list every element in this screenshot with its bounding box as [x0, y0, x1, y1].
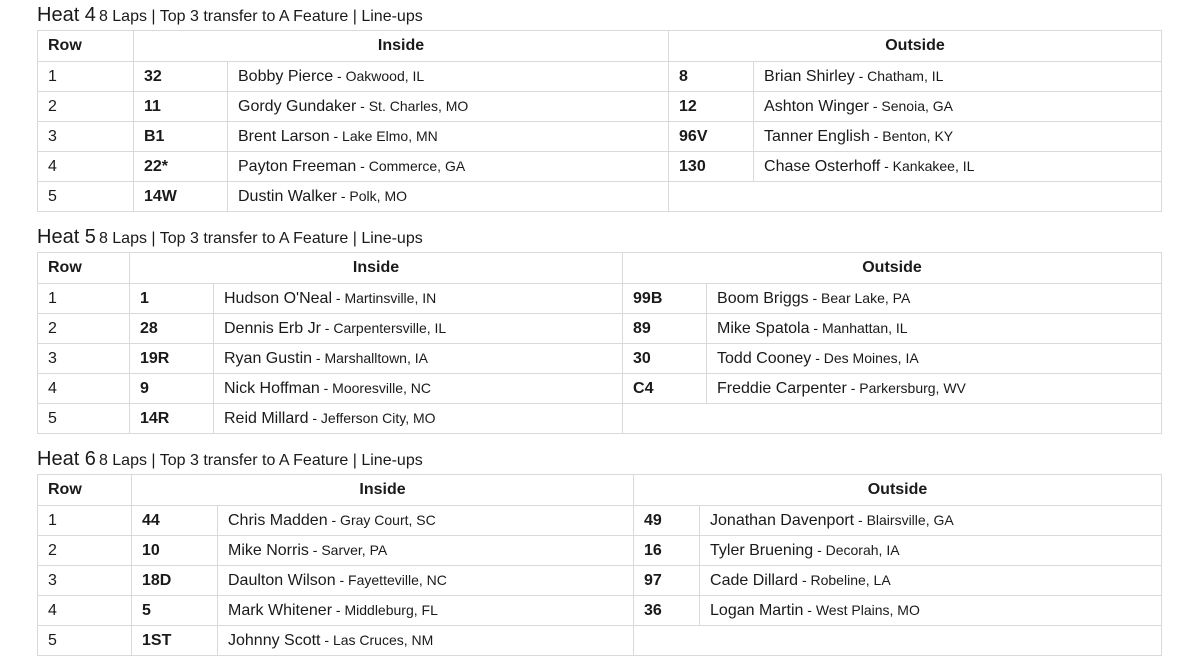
inside-driver-hometown: - St. Charles, MO [356, 97, 469, 114]
inside-car-number: 14W [134, 182, 228, 212]
outside-driver [700, 566, 1162, 596]
outside-driver [707, 344, 1162, 374]
inside-driver-hometown: - Las Cruces, NM [320, 631, 434, 648]
outside-driver-hometown: - Parkersburg, WV [846, 379, 966, 396]
inside-driver-name: Dustin Walker [238, 187, 337, 205]
inside-driver-hometown: - Sarver, PA [308, 541, 388, 558]
outside-car-number: 97 [634, 566, 700, 596]
header-outside: Outside [623, 253, 1162, 284]
outside-driver-name: Todd Cooney [717, 349, 812, 367]
row-number: 2 [38, 314, 130, 344]
inside-driver-name: Brent Larson [238, 127, 330, 145]
table-row [38, 284, 1162, 314]
inside-driver [218, 536, 634, 566]
table-header-row [38, 253, 1162, 284]
outside-driver-name: Tyler Bruening [710, 541, 814, 559]
outside-car-number: 36 [634, 596, 700, 626]
header-row: Row [38, 253, 130, 284]
inside-driver-hometown: - Oakwood, IL [333, 67, 425, 84]
outside-driver [754, 62, 1162, 92]
header-inside: Inside [130, 253, 623, 284]
inside-car-number: 11 [134, 92, 228, 122]
inside-car-number: 5 [132, 596, 218, 626]
outside-driver-hometown: - Des Moines, IA [811, 349, 919, 366]
outside-driver-hometown: - Benton, KY [869, 127, 954, 144]
lineup-table [37, 30, 1162, 212]
outside-car-number: 99B [623, 284, 707, 314]
row-number: 3 [38, 566, 132, 596]
outside-driver-hometown: - Senoia, GA [868, 97, 953, 114]
heat-description: 8 Laps | Top 3 transfer to A Feature | Line-ups [98, 230, 423, 247]
table-row [38, 374, 1162, 404]
row-number: 2 [38, 536, 132, 566]
outside-driver [754, 152, 1162, 182]
heat-name: Heat 4 [37, 4, 96, 26]
table-row [38, 596, 1162, 626]
inside-driver [228, 182, 669, 212]
outside-driver-name: Ashton Winger [764, 97, 869, 115]
header-row: Row [38, 475, 132, 506]
inside-driver-hometown: - Carpentersville, IL [320, 319, 447, 336]
header-outside: Outside [634, 475, 1162, 506]
outside-empty-cell [623, 404, 1162, 434]
heat-title [37, 222, 1161, 252]
outside-driver [707, 284, 1162, 314]
inside-driver-hometown: - Lake Elmo, MN [329, 127, 438, 144]
inside-driver-name: Mike Norris [228, 541, 309, 559]
outside-car-number: 49 [634, 506, 700, 536]
inside-car-number: 14R [130, 404, 214, 434]
heat-section [37, 0, 1161, 212]
inside-car-number: 32 [134, 62, 228, 92]
table-row [38, 122, 1162, 152]
row-number: 1 [38, 62, 134, 92]
table-row [38, 152, 1162, 182]
heat-description: 8 Laps | Top 3 transfer to A Feature | Line-ups [98, 452, 423, 469]
header-inside: Inside [132, 475, 634, 506]
outside-driver-hometown: - Robeline, LA [798, 571, 891, 588]
inside-car-number: 10 [132, 536, 218, 566]
inside-driver [214, 314, 623, 344]
table-row [38, 182, 1162, 212]
row-number: 5 [38, 404, 130, 434]
inside-driver-hometown: - Middleburg, FL [332, 601, 438, 618]
table-row [38, 404, 1162, 434]
outside-driver [707, 374, 1162, 404]
outside-car-number: 89 [623, 314, 707, 344]
outside-driver-hometown: - Blairsville, GA [854, 511, 954, 528]
row-number: 3 [38, 344, 130, 374]
table-row [38, 506, 1162, 536]
inside-driver-hometown: - Commerce, GA [356, 157, 466, 174]
inside-car-number: 18D [132, 566, 218, 596]
row-number: 2 [38, 92, 134, 122]
outside-driver [754, 92, 1162, 122]
row-number: 5 [38, 182, 134, 212]
outside-driver-name: Boom Briggs [717, 289, 809, 307]
heat-section [37, 444, 1161, 656]
inside-driver-hometown: - Martinsville, IN [332, 289, 437, 306]
heat-description: 8 Laps | Top 3 transfer to A Feature | Line-ups [98, 8, 423, 25]
outside-driver-name: Brian Shirley [764, 67, 855, 85]
outside-empty-cell [669, 182, 1162, 212]
outside-driver-name: Tanner English [764, 127, 870, 145]
row-number: 4 [38, 374, 130, 404]
heat-title [37, 444, 1161, 474]
outside-driver-name: Cade Dillard [710, 571, 799, 589]
inside-driver-name: Johnny Scott [228, 631, 321, 649]
table-row [38, 92, 1162, 122]
heat-title [37, 0, 1161, 30]
inside-driver [214, 344, 623, 374]
table-header-row [38, 475, 1162, 506]
outside-car-number: 8 [669, 62, 754, 92]
outside-driver-hometown: - Chatham, IL [854, 67, 944, 84]
inside-driver-hometown: - Fayetteville, NC [335, 571, 447, 588]
inside-driver-hometown: - Jefferson City, MO [308, 409, 436, 426]
outside-driver-name: Logan Martin [710, 601, 804, 619]
outside-car-number: 30 [623, 344, 707, 374]
inside-car-number: 9 [130, 374, 214, 404]
header-outside: Outside [669, 31, 1162, 62]
inside-driver [214, 374, 623, 404]
inside-driver-name: Nick Hoffman [224, 379, 320, 397]
inside-car-number: 28 [130, 314, 214, 344]
outside-car-number: 96V [669, 122, 754, 152]
inside-driver-name: Ryan Gustin [224, 349, 313, 367]
inside-driver-hometown: - Marshalltown, IA [312, 349, 428, 366]
inside-car-number: 1ST [132, 626, 218, 656]
inside-driver [228, 92, 669, 122]
outside-driver-hometown: - Decorah, IA [813, 541, 900, 558]
inside-driver [228, 62, 669, 92]
table-row [38, 344, 1162, 374]
inside-driver-name: Payton Freeman [238, 157, 357, 175]
table-row [38, 314, 1162, 344]
inside-driver [218, 566, 634, 596]
inside-car-number: 19R [130, 344, 214, 374]
outside-car-number: 130 [669, 152, 754, 182]
inside-driver [214, 284, 623, 314]
outside-driver-name: Jonathan Davenport [710, 511, 855, 529]
inside-car-number: 22* [134, 152, 228, 182]
heat-name: Heat 6 [37, 448, 96, 470]
inside-driver [218, 626, 634, 656]
table-row [38, 62, 1162, 92]
inside-driver-name: Reid Millard [224, 409, 309, 427]
outside-driver-hometown: - Kankakee, IL [880, 157, 975, 174]
row-number: 5 [38, 626, 132, 656]
lineup-table [37, 474, 1162, 656]
outside-driver-hometown: - Bear Lake, PA [808, 289, 911, 306]
outside-driver [700, 506, 1162, 536]
table-row [38, 536, 1162, 566]
heat-section [37, 222, 1161, 434]
inside-driver-name: Gordy Gundaker [238, 97, 357, 115]
row-number: 1 [38, 284, 130, 314]
outside-driver-name: Freddie Carpenter [717, 379, 847, 397]
outside-car-number: 16 [634, 536, 700, 566]
inside-driver-hometown: - Gray Court, SC [327, 511, 436, 528]
lineup-table [37, 252, 1162, 434]
inside-driver-hometown: - Mooresville, NC [319, 379, 431, 396]
outside-driver [754, 122, 1162, 152]
table-header-row [38, 31, 1162, 62]
inside-driver-name: Mark Whitener [228, 601, 333, 619]
row-number: 1 [38, 506, 132, 536]
outside-driver [707, 314, 1162, 344]
outside-driver-hometown: - West Plains, MO [803, 601, 920, 618]
inside-driver [228, 122, 669, 152]
row-number: 4 [38, 596, 132, 626]
inside-driver-name: Daulton Wilson [228, 571, 336, 589]
outside-car-number: 12 [669, 92, 754, 122]
inside-driver [218, 596, 634, 626]
inside-car-number: B1 [134, 122, 228, 152]
inside-driver-name: Hudson O'Neal [224, 289, 332, 307]
outside-empty-cell [634, 626, 1162, 656]
header-row: Row [38, 31, 134, 62]
outside-car-number: C4 [623, 374, 707, 404]
inside-driver-hometown: - Polk, MO [336, 187, 407, 204]
outside-driver [700, 536, 1162, 566]
inside-car-number: 1 [130, 284, 214, 314]
inside-driver-name: Chris Madden [228, 511, 328, 529]
header-inside: Inside [134, 31, 669, 62]
inside-car-number: 44 [132, 506, 218, 536]
inside-driver [228, 152, 669, 182]
inside-driver [218, 506, 634, 536]
inside-driver-name: Dennis Erb Jr [224, 319, 321, 337]
inside-driver-name: Bobby Pierce [238, 67, 334, 85]
outside-driver-name: Chase Osterhoff [764, 157, 881, 175]
outside-driver [700, 596, 1162, 626]
outside-driver-name: Mike Spatola [717, 319, 810, 337]
row-number: 3 [38, 122, 134, 152]
inside-driver [214, 404, 623, 434]
table-row [38, 566, 1162, 596]
row-number: 4 [38, 152, 134, 182]
table-row [38, 626, 1162, 656]
outside-driver-hometown: - Manhattan, IL [809, 319, 908, 336]
heat-name: Heat 5 [37, 226, 96, 248]
